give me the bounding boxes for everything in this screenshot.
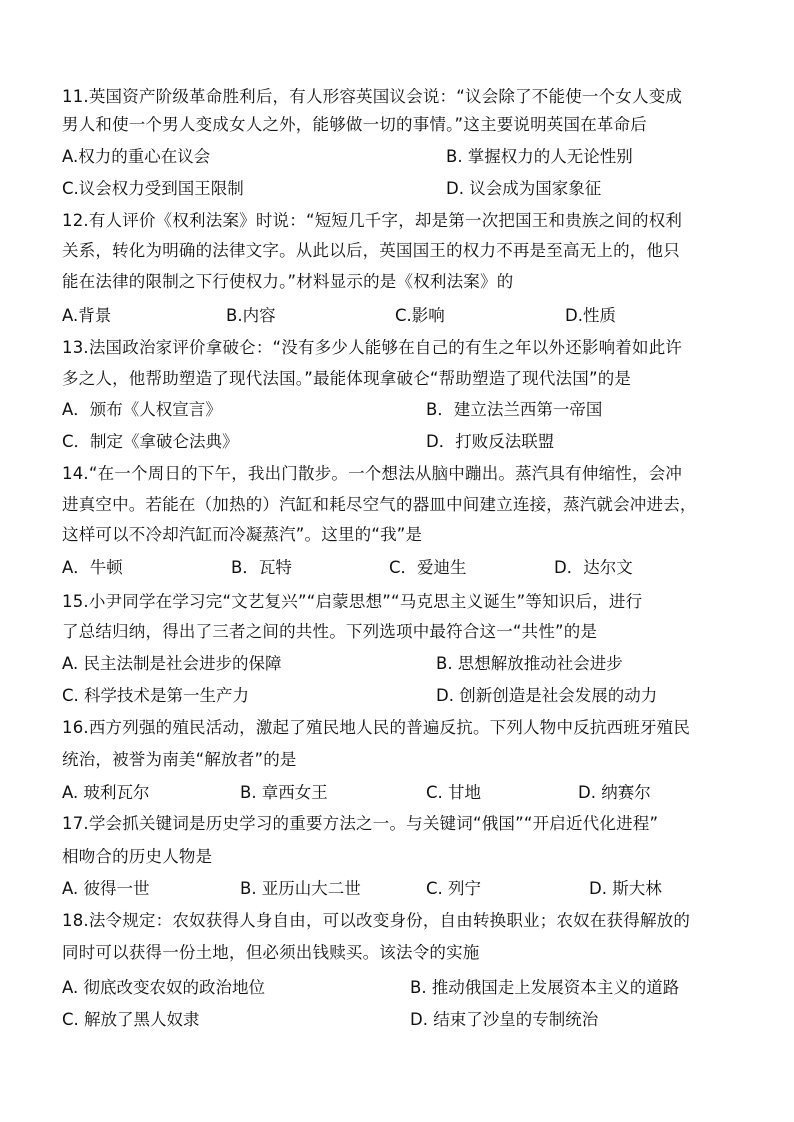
question-14-option-d: D．达尔文 (554, 558, 633, 577)
question-18-stem-line-1: 18.法令规定：农奴获得人身自由，可以改变身份，自由转换职业；农奴在获得解放的 (62, 911, 691, 930)
question-16-stem-line-2: 统治，被誉为南美“解放者”的是 (62, 750, 297, 769)
question-15-option-b: B. 思想解放推动社会进步 (436, 654, 623, 673)
question-17-option-c: C. 列宁 (426, 879, 482, 898)
question-12-option-a: A.背景 (62, 306, 112, 325)
question-12-stem-line-3: 能在法律的限制之下行使权力。”材料显示的是《权利法案》的 (62, 272, 514, 291)
question-14-option-b: B．瓦特 (231, 558, 292, 577)
question-14-stem-line-2: 进真空中。若能在（加热的）汽缸和耗尽空气的器皿中间建立连接，蒸汽就会冲进去， (62, 495, 697, 514)
question-13-option-c: C．制定《拿破仑法典》 (62, 432, 239, 451)
question-16-option-b: B. 章西女王 (240, 783, 328, 802)
question-11-option-b: B. 掌握权力的人无论性别 (446, 147, 633, 166)
question-13-option-b: B．建立法兰西第一帝国 (426, 400, 603, 419)
question-12-stem-line-2: 关系，转化为明确的法律文字。从此以后，英国国王的权力不再是至高无上的，他只 (62, 241, 680, 260)
question-13-stem-line-1: 13.法国政治家评价拿破仑：“没有多少人能够在自己的有生之年以外还影响着如此许 (62, 338, 683, 357)
question-12-option-b: B.内容 (226, 306, 276, 325)
question-16-option-c: C. 甘地 (426, 783, 482, 802)
question-14-stem-line-1: 14.“在一个周日的下午，我出门散步。一个想法从脑中蹦出。蒸汽具有伸缩性，会冲 (62, 464, 683, 483)
question-12-stem-line-1: 12.有人评价《权利法案》时说：“短短几千字，却是第一次把国王和贵族之间的权利 (62, 211, 683, 230)
question-13-option-d: D．打败反法联盟 (426, 432, 555, 451)
question-17-option-d: D. 斯大林 (589, 879, 662, 898)
question-12-option-c: C.影响 (395, 306, 445, 325)
question-18-option-c: C. 解放了黑人奴隶 (62, 1010, 200, 1029)
question-16-option-d: D. 纳赛尔 (578, 783, 651, 802)
question-11-option-a: A.权力的重心在议会 (62, 147, 211, 166)
question-15-stem-line-2: 了总结归纳，得出了三者之间的共性。下列选项中最符合这一“共性”的是 (62, 622, 598, 641)
question-16-stem-line-1: 16.西方列强的殖民活动，激起了殖民地人民的普遍反抗。下列人物中反抗西班牙殖民 (62, 718, 691, 737)
question-14-option-a: A．牛顿 (62, 558, 123, 577)
question-17-option-a: A. 彼得一世 (62, 879, 150, 898)
question-11-stem-line-1: 11.英国资产阶级革命胜利后，有人形容英国议会说：“议会除了不能使一个女人变成 (62, 87, 683, 106)
question-18-stem-line-2: 同时可以获得一份土地，但必须出钱赎买。该法令的实施 (62, 943, 480, 962)
question-15-stem-line-1: 15.小尹同学在学习完“文艺复兴”“启蒙思想”“马克思主义诞生”等知识后，进行 (62, 592, 643, 611)
question-11-option-d: D. 议会成为国家象征 (446, 179, 602, 198)
question-18-option-a: A. 彻底改变农奴的政治地位 (62, 978, 265, 997)
question-13-option-a: A．颁布《人权宣言》 (62, 400, 222, 419)
question-18-option-b: B. 推动俄国走上发展资本主义的道路 (410, 978, 680, 997)
question-14-stem-line-3: 这样可以不冷却汽缸而冷凝蒸汽”。这里的“我”是 (62, 525, 423, 544)
question-16-option-a: A. 玻利瓦尔 (62, 783, 150, 802)
question-15-option-a: A. 民主法制是社会进步的保障 (62, 654, 282, 673)
question-18-option-d: D. 结束了沙皇的专制统治 (410, 1010, 599, 1029)
question-17-option-b: B. 亚历山大二世 (240, 879, 361, 898)
question-17-stem-line-2: 相吻合的历史人物是 (62, 847, 213, 866)
question-14-option-c: C．爱迪生 (389, 558, 467, 577)
question-12-option-d: D.性质 (565, 306, 616, 325)
question-11-stem-line-2: 男人和使一个男人变成女人之外，能够做一切的事情。”这主要说明英国在革命后 (62, 115, 647, 134)
question-15-option-c: C. 科学技术是第一生产力 (62, 686, 250, 705)
question-13-stem-line-2: 多之人，他帮助塑造了现代法国。”最能体现拿破仑“帮助塑造了现代法国”的是 (62, 369, 632, 388)
question-15-option-d: D. 创新创造是社会发展的动力 (436, 686, 658, 705)
question-17-stem-line-1: 17.学会抓关键词是历史学习的重要方法之一。与关键词“俄国”“开启近代化进程” (62, 814, 659, 833)
question-11-option-c: C.议会权力受到国王限制 (62, 179, 244, 198)
